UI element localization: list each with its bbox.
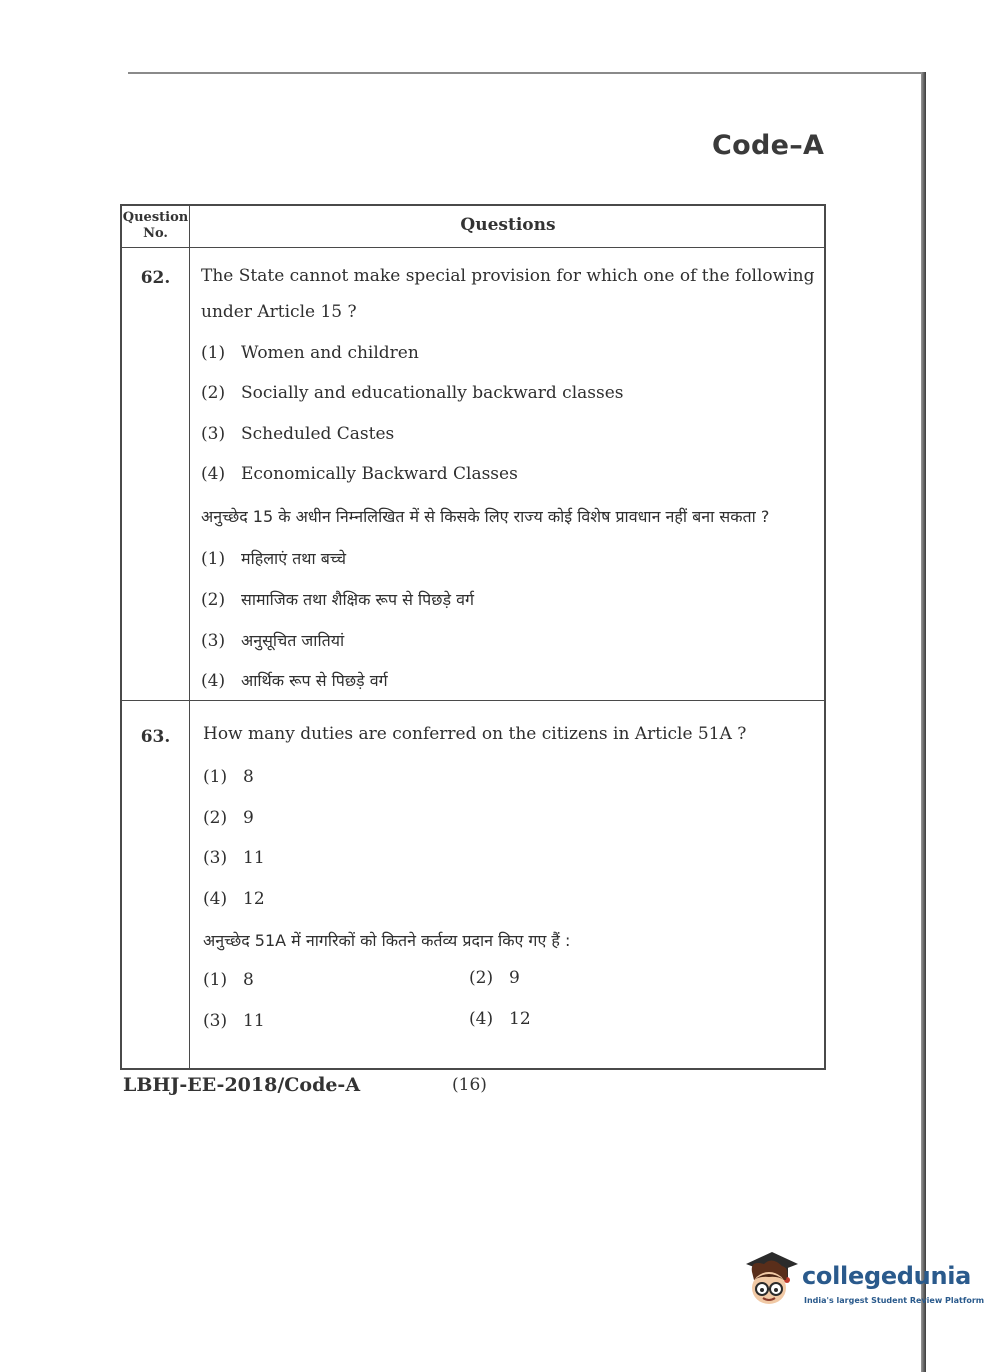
question-text: The State cannot make special provision for which one of the following [201,266,815,286]
option-number: (4) [203,889,228,909]
option-text: Scheduled Castes [241,424,395,444]
option-number: (2) [203,808,228,828]
column-header-questions: Questions [460,215,556,235]
column-header-qno-line1: Question [122,210,189,225]
column-header-qno [122,210,189,242]
option-text: अनुसूचित जातियां [241,631,345,650]
option-text: Economically Backward Classes [241,464,518,484]
scan-edge-top [128,72,926,74]
option-number: (1) [201,549,226,569]
option-number: (3) [201,424,226,444]
option-number: (4) [201,464,226,484]
page-number: (16) [452,1075,487,1095]
option-number: (3) [201,631,226,651]
option-text: 8 [243,970,254,990]
question-text: How many duties are conferred on the citizens in Article 51A ? [203,724,747,744]
brand-name: collegedunia [802,1262,972,1290]
option-number: (4) [469,1009,494,1029]
option [201,424,394,444]
option-hindi [203,970,254,990]
option-hindi [203,1011,265,1031]
question-text-hindi: अनुच्छेद 51A में नागरिकों को कितने कर्तव्य प्रदान किए गए हैं : [203,931,571,950]
option [203,889,265,909]
option-text: 9 [509,968,520,988]
option-hindi [201,547,346,569]
option-number: (3) [203,848,228,868]
option-text: सामाजिक तथा शैक्षिक रूप से पिछड़े वर्ग [241,590,475,609]
option-text: 9 [243,808,254,828]
option-number: (1) [203,767,228,787]
option [201,343,419,363]
watermark-logo [742,1250,985,1320]
paper-code: Code–A [712,130,825,161]
option-text: 12 [243,889,265,909]
brand-tagline: India's largest Student Review Platform [804,1296,985,1305]
footer-paper-code: LBHJ-EE-2018/Code-A [123,1074,361,1096]
question-number: 62. [140,268,171,288]
option [201,383,624,403]
option-number: (2) [201,383,226,403]
question-text-continued: under Article 15 ? [201,302,357,322]
scan-edge-right [921,72,926,1372]
option [203,767,254,787]
option-number: (4) [201,671,226,691]
option-hindi [201,629,344,651]
column-divider [189,206,190,1068]
option-text: Socially and educationally backward classes [241,383,624,403]
option-text: 11 [243,1011,265,1031]
question-number: 63. [140,727,171,747]
option-text: आर्थिक रूप से पिछड़े वर्ग [241,671,388,690]
column-header-qno-line2: No. [143,226,168,241]
option-number: (2) [201,590,226,610]
question-text-hindi: अनुच्छेद 15 के अधीन निम्नलिखित में से किसके लिए राज्य कोई विशेष प्रावधान नहीं बना सकता ? [201,507,770,526]
option-text: महिलाएं तथा बच्चे [241,549,347,568]
header-divider [122,247,824,248]
option-text: 8 [243,767,254,787]
option [203,808,254,828]
option-hindi [469,1009,531,1029]
option-hindi [201,669,388,691]
option-number: (2) [469,968,494,988]
option [201,464,518,484]
option-text: Women and children [241,343,419,363]
question-table [120,204,826,1070]
option-hindi [469,968,520,988]
option-text: 12 [509,1009,531,1029]
option [203,848,265,868]
option-number: (1) [203,970,228,990]
row-divider [122,700,824,701]
mascot-icon [742,1250,800,1312]
option-number: (3) [203,1011,228,1031]
option-number: (1) [201,343,226,363]
option-hindi [201,588,474,610]
option-text: 11 [243,848,265,868]
